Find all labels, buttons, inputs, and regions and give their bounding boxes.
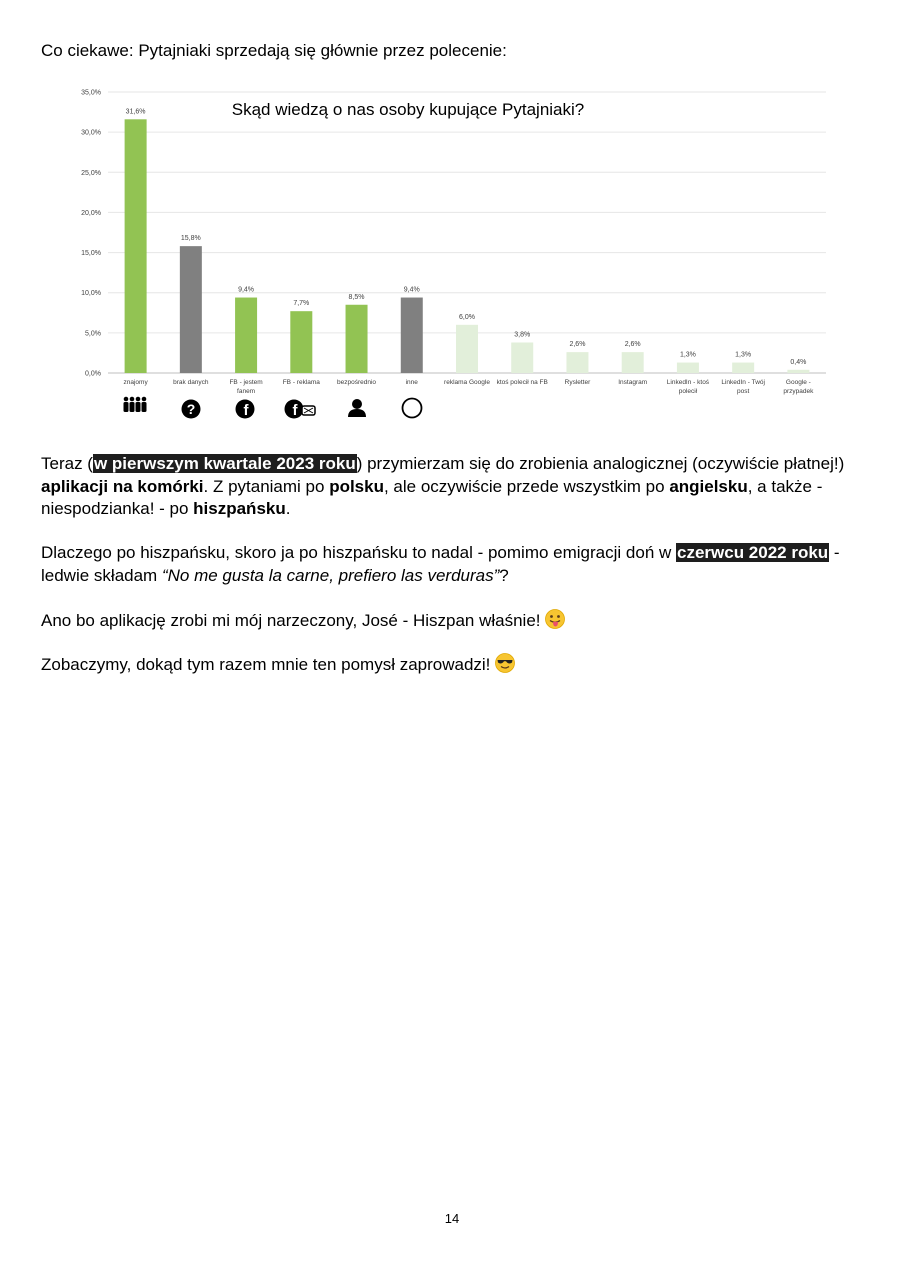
paragraph-2 — [41, 542, 861, 587]
text-span: Ano bo aplikację zrobi mi mój narzeczony, José - Hiszpan właśnie! — [41, 611, 546, 630]
bar — [566, 352, 588, 373]
value-label: 2,6% — [569, 341, 586, 349]
y-tick-label: 10,0% — [81, 290, 101, 298]
facebook-icon — [236, 400, 255, 420]
bold-text: hiszpańsku — [193, 499, 286, 518]
bar — [180, 246, 202, 373]
value-label: 31,6% — [125, 108, 146, 116]
text-span: - ledwie składam — [41, 543, 840, 585]
x-tick-label: inne — [405, 379, 418, 386]
bar — [622, 352, 644, 373]
text-span: Zobaczymy, dokąd tym razem mnie ten pomysł zaprowadzi! — [41, 655, 496, 674]
y-tick-label: 15,0% — [81, 250, 101, 258]
x-tick-label: Google - — [785, 379, 811, 386]
x-tick-label: fanem — [237, 388, 256, 395]
bar — [125, 119, 147, 373]
bar — [511, 342, 533, 373]
value-label: 2,6% — [624, 341, 641, 349]
y-tick-label: 0,0% — [85, 370, 101, 378]
x-tick-label: FB - reklama — [282, 379, 320, 386]
bar — [787, 370, 809, 373]
value-label: 9,4% — [238, 286, 255, 294]
paragraph-1 — [41, 453, 861, 521]
text-span: ? — [499, 565, 509, 585]
bar — [290, 311, 312, 373]
bar — [346, 305, 368, 373]
page-number: 14 — [444, 1211, 460, 1226]
x-tick-label: polecił — [678, 388, 698, 395]
bold-text: aplikacji na komórki — [41, 476, 204, 496]
value-label: 1,3% — [735, 351, 752, 359]
bold-text: polsku — [329, 476, 384, 496]
text-span: . — [285, 499, 291, 518]
paragraph-3 — [41, 609, 861, 633]
x-tick-label: ktoś polecił na FB — [496, 379, 548, 386]
chart-bars — [125, 119, 810, 373]
bar — [732, 363, 754, 373]
x-tick-label: post — [737, 388, 750, 395]
empty-circle-icon — [403, 399, 422, 418]
question-circle-icon — [182, 400, 201, 419]
value-label: 8,5% — [348, 293, 365, 301]
x-tick-label: bezpośrednio — [337, 379, 377, 386]
person-icon — [348, 399, 366, 417]
intro-text: Co ciekawe: Pytajniaki sprzedają się głównie przez polecenie: — [41, 41, 507, 60]
bar — [401, 298, 423, 373]
y-tick-label: 5,0% — [85, 330, 101, 338]
svg-text:?: ? — [186, 401, 196, 417]
x-tick-label: LinkedIn - ktoś — [666, 379, 710, 386]
sunglasses-face-icon — [495, 653, 515, 673]
value-label: 7,7% — [293, 300, 310, 308]
highlight-quarter: w pierwszym kwartale 2023 roku — [93, 454, 356, 473]
x-tick-label: reklama Google — [444, 379, 490, 386]
bold-text: angielsku — [669, 476, 748, 496]
x-tick-label: znajomy — [123, 379, 148, 386]
x-axis-labels — [124, 379, 815, 395]
bar — [677, 363, 699, 373]
x-tick-label: LinkedIn - Twój — [721, 379, 765, 386]
survey-bar-chart — [70, 82, 840, 427]
chart-title: Skąd wiedzą o nas osoby kupujące Pytajniaki? — [231, 100, 585, 119]
svg-text:f: f — [292, 402, 298, 419]
x-tick-label: przypadek — [783, 388, 814, 395]
value-label: 6,0% — [459, 313, 475, 321]
value-label: 15,8% — [180, 235, 201, 243]
x-tick-label: Instagram — [618, 379, 648, 386]
y-tick-label: 30,0% — [81, 129, 101, 137]
value-label: 0,4% — [790, 358, 807, 366]
tongue-face-icon — [545, 609, 565, 629]
text-span: , ale oczywiście przede wszystkim po — [383, 476, 670, 496]
svg-text:f: f — [243, 402, 249, 419]
y-axis-ticks — [81, 90, 101, 378]
text-span: . Z pytaniami po — [203, 476, 330, 496]
value-label: 9,4% — [403, 286, 420, 294]
bar — [235, 298, 257, 373]
text-span: Teraz ( — [41, 454, 93, 473]
bar — [456, 325, 478, 373]
y-tick-label: 35,0% — [81, 89, 101, 97]
text-span: , a także - niespodzianka! - po — [41, 476, 823, 518]
highlight-june: czerwcu 2022 roku — [677, 543, 829, 562]
people-group-icon — [124, 397, 147, 412]
paragraph-4 — [41, 653, 861, 677]
value-label: 3,8% — [514, 331, 531, 339]
x-tick-label: Rysletter — [564, 379, 591, 386]
x-tick-label: FB - jestem — [229, 379, 263, 386]
facebook-ad-icon — [285, 400, 316, 420]
text-span: ) przymierzam się do zrobienia analogicznej (oczywiście płatnej!) — [356, 454, 845, 473]
y-tick-label: 25,0% — [81, 169, 101, 177]
value-label: 1,3% — [679, 351, 696, 359]
y-tick-label: 20,0% — [81, 209, 101, 217]
x-tick-label: brak danych — [173, 379, 209, 386]
italic-quote: “No me gusta la carne, prefiero las verduras” — [161, 565, 500, 585]
text-span: Dlaczego po hiszpańsku, skoro ja po hiszpańsku to nadal - pomimo emigracji doń w — [41, 543, 676, 562]
